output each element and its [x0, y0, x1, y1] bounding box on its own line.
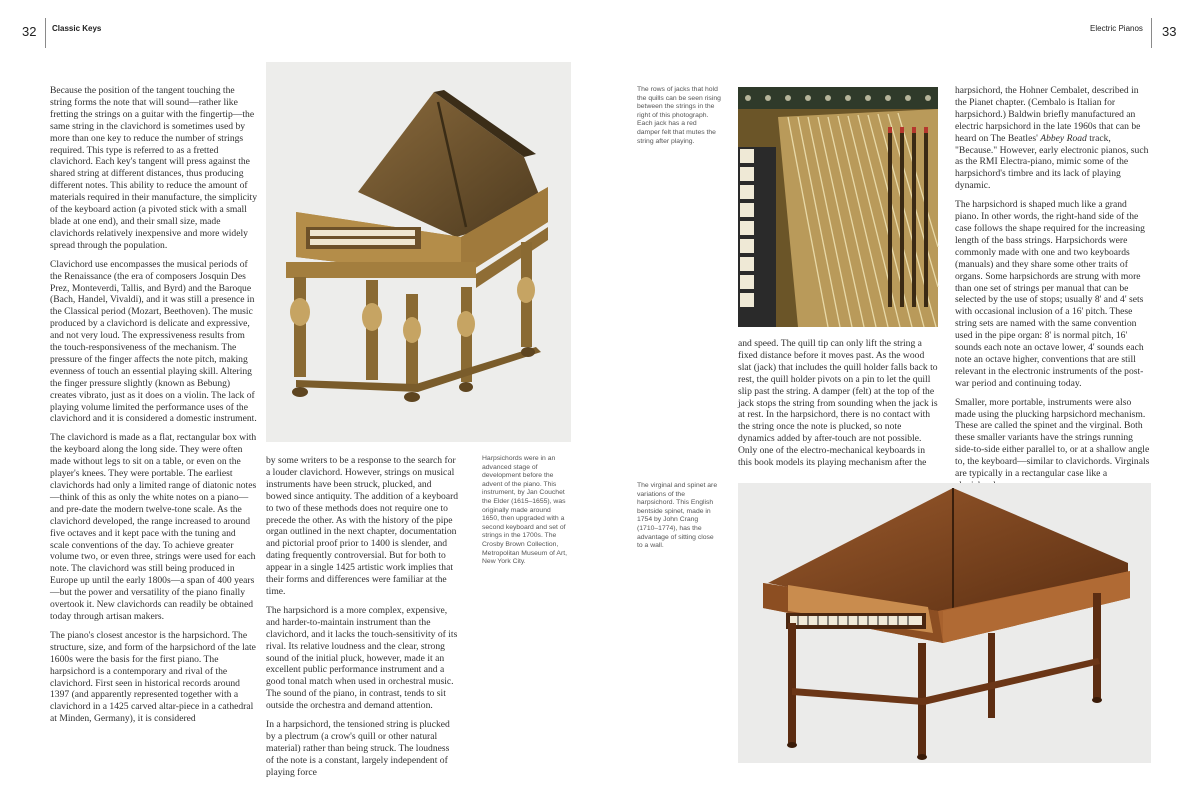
caption-harpsichord: Harpsichords were in an advanced stage of development before the advent of the piano. This instrument, by Jan Couchet the Elder (1615–1655), was originally made around 1650, then upgraded with a second keyboard and set of strings in the 1700s. The Crosby Brown Collection, Metropolitan Museum of Art, New York City. — [482, 455, 567, 566]
spinet-photo — [738, 483, 1151, 763]
paragraph: The piano's closest ancestor is the harpsichord. The structure, size, and form of the harpsichord of the late 1600s were the basis for the first piano. The harpsichord is a contemporary and rival of the clavichord. First seen in historical records around 1397 (and apparently represented together with a clavichord in a 1425 carved altar-piece in a cathedral at Minden, Germany), it is considered — [50, 629, 256, 725]
paragraph: In a harpsichord, the tensioned string is plucked by a plectrum (a crow's quill or other natural material) rather than being struck. The loudness of the note is a constant, largely independent of playing force — [266, 719, 450, 778]
album-title: Abbey Road — [1040, 132, 1087, 144]
paragraph: The harpsichord is shaped much like a grand piano. In other words, the right-hand side of the case follows the shape required for the increasing length of the bass strings. Harpsichords were commonly made with one and two keyboards (manuals) and they share some other traits of organs. Some harpsichords are strung with more than one set of strings per manual that can be selected by the use of stops; usually 8' and 4' sets with occasional inclusion of a 16' pitch. These string sets are named with the same convention used in the pipe organ: 8' is normal pitch, 16' sounds each note an octave lower, 4' sounds each note an octave higher, conventions that are still relevant in the electronic instruments of the post-war period and continuing today. — [955, 199, 1145, 389]
paragraph: by some writers to be a response to the search for a louder clavichord. However, strings on musical instruments have been struck, plucked, and bowed since antiquity. The addition of a keyboard to two of these methods does not require one to precede the other. As with the history of the pipe organ outlined in the next chapter, documentation and pictorial proof prior to 1400 is slender, and dating frequently controversial. But for both to appear in a single 1425 artistic work implies that their forms and differences were familiar at the time. — [266, 455, 459, 597]
header-divider-right — [1151, 18, 1152, 48]
harpsichord-jacks-photo — [738, 87, 938, 327]
left-text-column — [50, 85, 257, 775]
paragraph: Smaller, more portable, instruments were also made using the plucking harpsichord mechanism. These are called the spinet and the virginal. Both these smaller variants have the strings running side-to-side either parallel to, or at a shallow angle to, the keyboard—similar to clavichords. Virginals are typically in a rectangular case like a — [955, 396, 1150, 480]
caption-jacks: The rows of jacks that hold the quills can be seen rising between the strings in the right of this photograph. Each jack has a red damper felt that mutes the string after playing. — [637, 86, 721, 145]
spinet-illustration — [738, 483, 1151, 763]
text-run: track, "Because." However, early electronic pianos, such as the RMI Electra-piano, mimic some of the harpsichord's timbre and its lack of playing dynamic. — [955, 132, 1149, 192]
jacks-illustration — [738, 87, 938, 327]
harpsichord-illustration — [266, 62, 571, 442]
text-run: harpsichord, the Hohner Cembalet, described in the Pianet chapter. (Cembalo is Italian for harpsichord.) Baldwin briefly manufactured an electric harpsichord in the late 1960s that can be heard on The Beatles' — [955, 85, 1141, 144]
page-number-left: 32 — [22, 24, 37, 39]
paragraph: and speed. The quill tip can only lift the string a fixed distance before it moves past. As the wood slat (jack) that includes the quill holder falls back to rest, the quill holder pivots on a pin to let the quill slip past the string. A damper (felt) at the top of the jack stops the string from sounding when the jack is at rest. In the harpsichord, there is no contact with the string once the note is plucked, so note dynamics added by after-touch are not possible. Only one of the electro-mechanical keyboards in this book models its playing mechanism after the — [738, 338, 938, 469]
middle-text-column — [266, 455, 459, 785]
paragraph: Because the position of the tangent touching the string forms the note that will sound—rather like fretting the strings on a guitar with the fingertip—the same string in the clavichord is sometimes used by more than one key to reduce the number of strings required. This type is referred to as a fretted clavichord. Each key's tangent will press against the shared string at different distances, thus producing different notes. This ability to reduce the amount of materials required in their manufacture, the simplicity of the keyboard action (a pivoted stick with a small blade at one end), and their small size, made clavichords relatively inexpensive and more widely spread through the population. — [50, 85, 257, 251]
paragraph: The clavichord is made as a flat, rectangular box with the keyboard along the long side. They were often made without legs to sit on a table, or even on the player's knees. They were portable. The earliest clavichords had only a limited range of diatonic notes—think of this as only the white notes on a piano—and pre-date the modern twelve-tone scale. As the clavichord developed, the range increased to around five octaves and it kept pace with the tuning and scale conventions of the day. To achieve greater volume two, or even three, strings were used for each note. The clavichord was still being produced in Europe up until the early 1800s—a span of 400 years—but the power and versatility of the piano finally overtook it. New clavichords can readily be obtained today through artisan makers. — [50, 432, 257, 622]
paragraph — [955, 85, 1151, 192]
running-title-left: Classic Keys — [52, 24, 102, 33]
right-inner-text-column — [738, 338, 938, 478]
paragraph: Clavichord use encompasses the musical periods of the Renaissance (the era of composers Josquin Des Prez, Monteverdi, Tallis, and Byrd) and the Baroque (Bach, Handel, Vivaldi), and it was still a presence in the Classical period (Mozart, Beethoven). The music produced by a clavichord is delicate and expressive, and not very loud. The expressiveness results from the touch-responsiveness of the mechanism. The pressure of the finger affects the note pitch, making evenness of touch an essential playing skill. Altering the finger pressure slightly (known as Bebung) creates vibrato, just as it does on a violin. The lack of playing volume limited the performance uses of the clavichord and it is considered a domestic instrument. — [50, 258, 257, 425]
paragraph: The harpsichord is a more complex, expensive, and harder-to-maintain instrument than the clavichord, and it lacks the touch-sensitivity of its rival. Its relative loudness and the clear, strong sound of the initial pluck, however, made it an excellent public performance instrument and a good tonal match when used in orchestral music. The sound of the piano, in contrast, tends to sit outside the orchestra and demand attention. — [266, 604, 458, 712]
caption-spinet: The virginal and spinet are variations of the harpsichord. This English bentside spinet, made in 1754 by John Crang (1710–1774), has the advantage of sitting close to a wall. — [637, 482, 718, 550]
page-number-right: 33 — [1162, 24, 1177, 39]
right-outer-text-column — [955, 85, 1151, 480]
header-divider-left — [45, 18, 46, 48]
running-title-right: Electric Pianos — [1090, 24, 1143, 33]
harpsichord-photo — [266, 62, 571, 442]
